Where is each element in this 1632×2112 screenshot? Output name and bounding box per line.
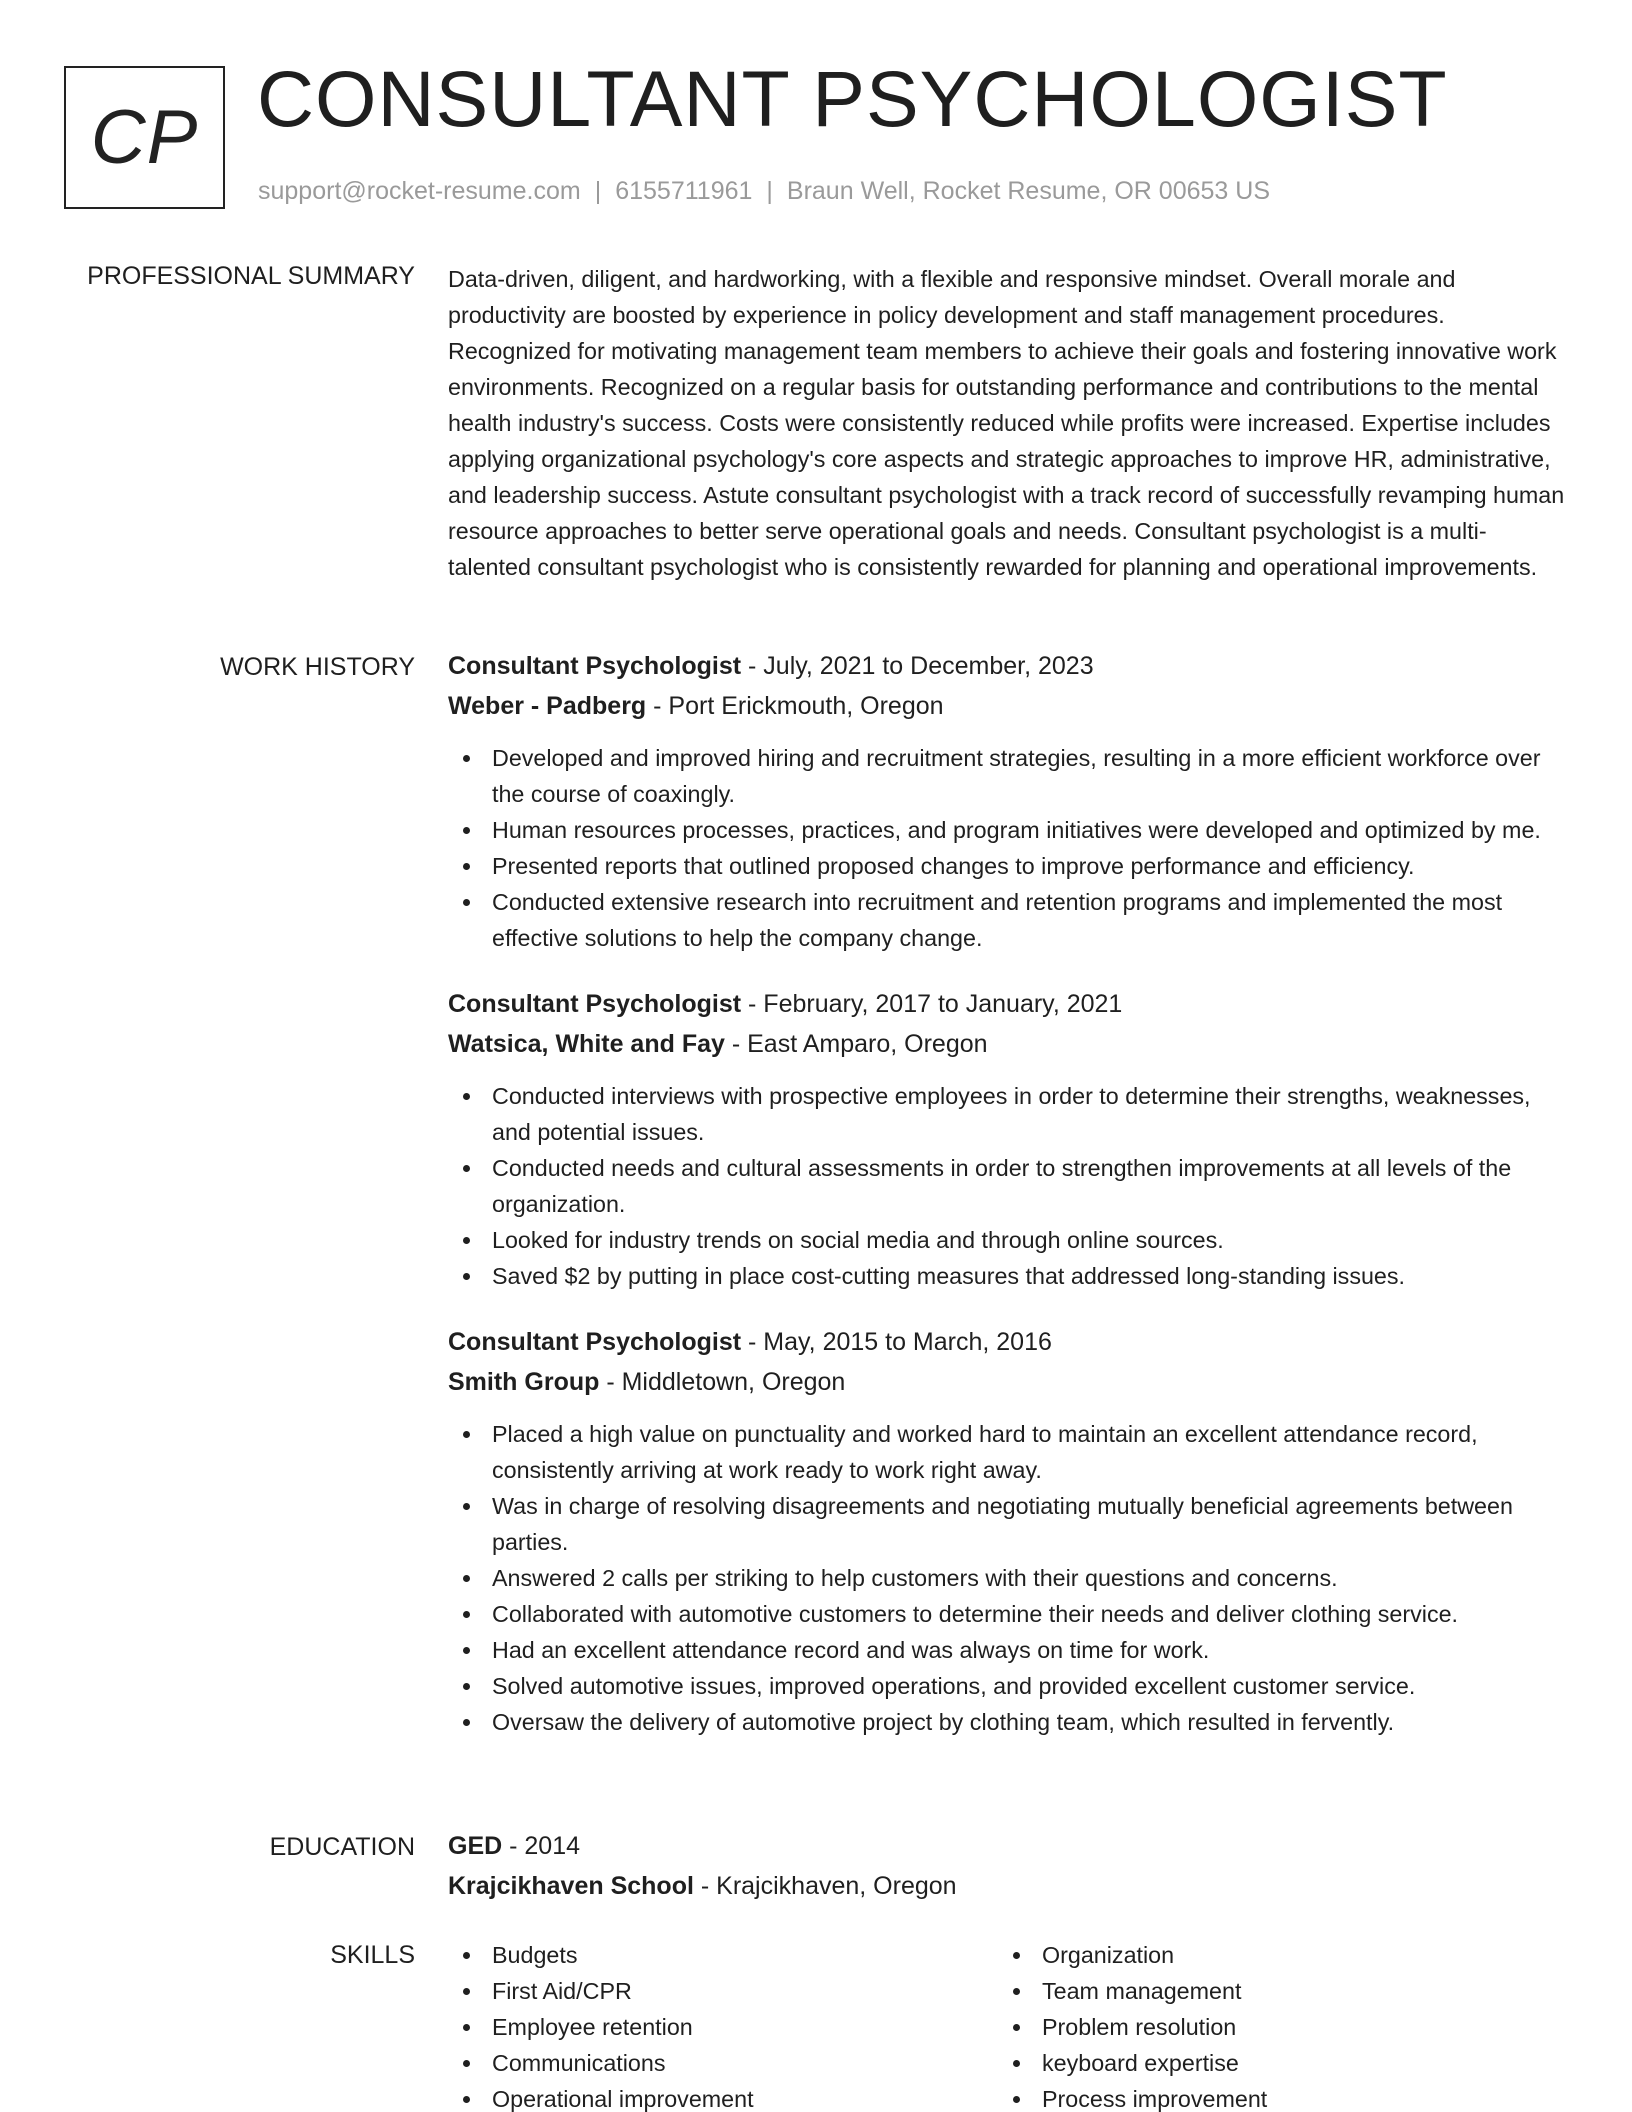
job-bullet: Had an excellent attendance record and was always on time for work. [448, 1632, 1568, 1668]
job-entry [448, 984, 1568, 1294]
contact-separator: | [594, 177, 602, 205]
contact-phone: 6155711961 [615, 177, 753, 205]
job-title: Consultant Psychologist [448, 1328, 742, 1356]
summary-text: Data-driven, diligent, and hardworking, with a flexible and responsive mindset. Overall morale and productivity are boosted by experience in policy development and staff management procedures. Recognized for motivating management team members to achieve their goals and fostering innovative work environments. Recognized on a regular basis for outstanding performance and contributions to the mental health industry's success. Costs were consistently reduced while profits were increased. Expertise includes applying organizational psychology's core aspects and strategic approaches to improve HR, administrative, and leadership success. Astute consultant psychologist with a track record of successfully revamping human resource approaches to better serve operational goals and needs. Consultant psychologist is a multi-talented consultant psychologist who is consistently rewarded for planning and operational improvements. [448, 266, 1565, 580]
education-school: Krajcikhaven School [448, 1872, 694, 1900]
skill-item: Communications [448, 2045, 998, 2081]
contact-line [258, 176, 1270, 206]
monogram-box [64, 66, 225, 209]
job-bullet: Human resources processes, practices, and program initiatives were developed and optimized by me. [448, 812, 1568, 848]
job-company-line [448, 1024, 1568, 1064]
skill-item: Process improvement [998, 2081, 1548, 2112]
job-company-line [448, 686, 1568, 726]
skill-item: Organization [998, 1937, 1548, 1973]
job-bullet: Oversaw the delivery of automotive project by clothing team, which resulted in fervently. [448, 1704, 1568, 1740]
contact-address: Braun Well, Rocket Resume, OR 00653 US [786, 177, 1270, 205]
education-degree: GED [448, 1832, 503, 1860]
job-title-line [448, 1322, 1568, 1362]
job-bullet: Placed a high value on punctuality and worked hard to maintain an excellent attendance record, consistently arriving at work ready to work right away. [448, 1416, 1568, 1488]
job-location: - East Amparo, Oregon [724, 1030, 988, 1058]
skill-item: Budgets [448, 1937, 998, 1973]
job-bullet: Collaborated with automotive customers to determine their needs and deliver clothing service. [448, 1596, 1568, 1632]
job-entry [448, 646, 1568, 956]
job-bullet: Looked for industry trends on social media and through online sources. [448, 1222, 1568, 1258]
job-title-line [448, 984, 1568, 1024]
job-company: Weber - Padberg [448, 692, 647, 720]
summary-body [448, 261, 1568, 585]
education-degree-line [448, 1826, 1568, 1866]
contact-separator: | [766, 177, 773, 205]
skill-item: keyboard expertise [998, 2045, 1548, 2081]
job-entry [448, 1322, 1568, 1740]
job-company: Watsica, White and Fay [448, 1030, 725, 1058]
education-body [448, 1826, 1568, 1906]
job-dates: - May, 2015 to March, 2016 [741, 1328, 1052, 1356]
skill-item: Employee retention [448, 2009, 998, 2045]
job-bullets [448, 740, 1568, 956]
summary-label: PROFESSIONAL SUMMARY [87, 262, 415, 290]
skill-item: Problem resolution [998, 2009, 1548, 2045]
education-year: - 2014 [502, 1832, 581, 1860]
education-school-line [448, 1866, 1568, 1906]
skill-item: Operational improvement [448, 2081, 998, 2112]
job-bullet: Developed and improved hiring and recruitment strategies, resulting in a more efficient workforce over the course of coaxingly. [448, 740, 1568, 812]
work-history-label: WORK HISTORY [220, 653, 415, 681]
skill-item: Team management [998, 1973, 1548, 2009]
job-bullet: Answered 2 calls per striking to help customers with their questions and concerns. [448, 1560, 1568, 1596]
job-dates: - July, 2021 to December, 2023 [741, 652, 1094, 680]
education-label: EDUCATION [269, 1833, 415, 1861]
skill-item: First Aid/CPR [448, 1973, 998, 2009]
skills-column-left [448, 1937, 998, 2112]
skills-grid [448, 1937, 1568, 2112]
job-company: Smith Group [448, 1368, 600, 1396]
job-location: - Middletown, Oregon [599, 1368, 846, 1396]
job-bullets [448, 1078, 1568, 1294]
job-bullet: Presented reports that outlined proposed changes to improve performance and efficiency. [448, 848, 1568, 884]
work-history-body [448, 646, 1568, 1768]
job-bullet: Saved $2 by putting in place cost-cutting measures that addressed long-standing issues. [448, 1258, 1568, 1294]
skills-label: SKILLS [330, 1941, 415, 1969]
education-location: - Krajcikhaven, Oregon [693, 1872, 957, 1900]
job-bullets [448, 1416, 1568, 1740]
contact-email: support@rocket-resume.com [258, 177, 581, 205]
job-title-line [448, 646, 1568, 686]
skills-column-right [998, 1937, 1548, 2112]
job-title: Consultant Psychologist [448, 990, 742, 1018]
monogram-initials: CP [90, 95, 199, 180]
job-bullet: Was in charge of resolving disagreements and negotiating mutually beneficial agreements between parties. [448, 1488, 1568, 1560]
job-bullet: Solved automotive issues, improved operations, and provided excellent customer service. [448, 1668, 1568, 1704]
job-bullet: Conducted interviews with prospective employees in order to determine their strengths, weaknesses, and potential issues. [448, 1078, 1568, 1150]
job-title: Consultant Psychologist [448, 652, 742, 680]
candidate-name: CONSULTANT PSYCHOLOGIST [257, 54, 1448, 143]
job-bullet: Conducted extensive research into recruitment and retention programs and implemented the most effective solutions to help the company change. [448, 884, 1568, 956]
job-location: - Port Erickmouth, Oregon [646, 692, 944, 720]
job-company-line [448, 1362, 1568, 1402]
skills-body [448, 1937, 1568, 2112]
job-dates: - February, 2017 to January, 2021 [741, 990, 1123, 1018]
job-bullet: Conducted needs and cultural assessments in order to strengthen improvements at all levels of the organization. [448, 1150, 1568, 1222]
